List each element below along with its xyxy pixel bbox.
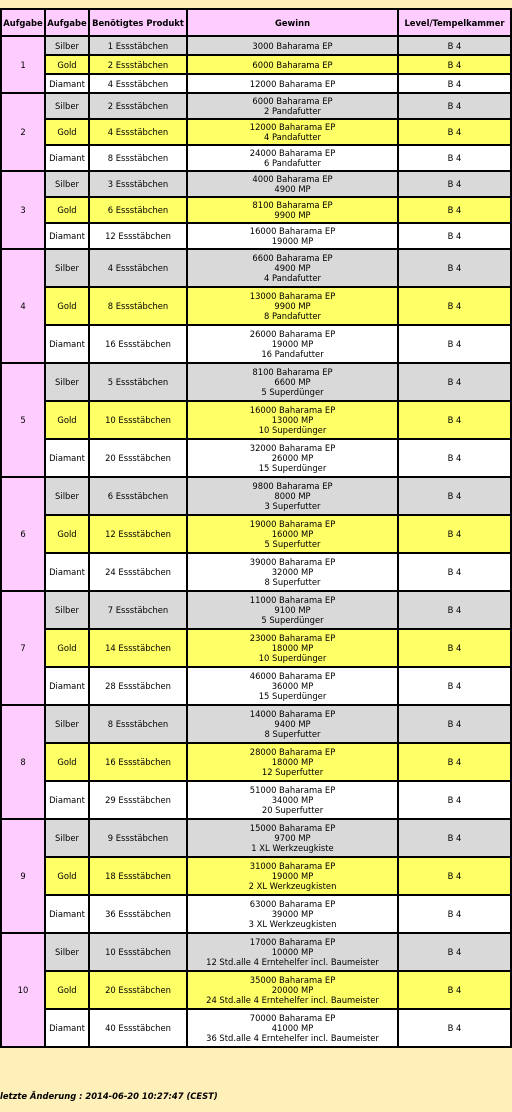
gewinn-cell (187, 197, 398, 223)
required-product: 4 Essstäbchen (89, 119, 187, 145)
level-cell: B 4 (398, 171, 511, 197)
gewinn-line: 6000 Baharama EP (252, 59, 333, 70)
level-cell: B 4 (398, 667, 511, 705)
gewinn-line: 8000 MP (274, 491, 311, 501)
gewinn-line: 24000 Baharama EP (249, 148, 336, 158)
tier-label: Gold (45, 119, 89, 145)
gewinn-line: 13000 Baharama EP (249, 291, 336, 301)
gewinn-line: 8 Pandafutter (264, 311, 321, 321)
required-product: 3 Essstäbchen (89, 171, 187, 197)
required-product: 6 Essstäbchen (89, 197, 187, 223)
table-row (1, 971, 511, 1009)
table-row (1, 857, 511, 895)
table-row (1, 363, 511, 401)
table-row (1, 145, 511, 171)
required-product: 4 Essstäbchen (89, 74, 187, 93)
level-cell: B 4 (398, 439, 511, 477)
level-cell: B 4 (398, 515, 511, 553)
table-row (1, 781, 511, 819)
tier-label: Gold (45, 857, 89, 895)
gewinn-line: 14000 Baharama EP (249, 709, 336, 719)
level-cell: B 4 (398, 223, 511, 249)
gewinn-line: 23000 Baharama EP (249, 633, 336, 643)
gewinn-line: 26000 MP (271, 453, 314, 463)
gewinn-line: 2 XL Werkzeugkisten (248, 881, 337, 891)
gewinn-line: 8 Superfutter (264, 577, 321, 587)
gewinn-cell (187, 1009, 398, 1047)
gewinn-line: 39000 Baharama EP (249, 557, 336, 567)
tier-label: Silber (45, 477, 89, 515)
header-required-product: Benötigtes Produkt (89, 9, 187, 36)
tier-label: Diamant (45, 439, 89, 477)
aufgabe-number: 7 (1, 591, 45, 705)
required-product: 12 Essstäbchen (89, 223, 187, 249)
tier-label: Diamant (45, 553, 89, 591)
gewinn-line: 18000 MP (271, 757, 314, 767)
level-cell: B 4 (398, 119, 511, 145)
table-row (1, 743, 511, 781)
rewards-table (0, 8, 512, 1048)
gewinn-cell (187, 74, 398, 93)
table-row (1, 287, 511, 325)
table-row (1, 223, 511, 249)
required-product: 2 Essstäbchen (89, 55, 187, 74)
gewinn-line: 4 Pandafutter (264, 273, 321, 283)
table-row (1, 325, 511, 363)
aufgabe-number: 3 (1, 171, 45, 249)
gewinn-line: 2 Pandafutter (264, 106, 321, 116)
gewinn-line: 39000 MP (271, 909, 314, 919)
required-product: 14 Essstäbchen (89, 629, 187, 667)
table-row (1, 55, 511, 74)
level-cell: B 4 (398, 55, 511, 74)
gewinn-line: 8100 Baharama EP (252, 367, 333, 377)
tier-label: Diamant (45, 1009, 89, 1047)
gewinn-cell (187, 223, 398, 249)
level-cell: B 4 (398, 287, 511, 325)
table-row (1, 591, 511, 629)
tier-label: Silber (45, 36, 89, 55)
tier-label: Silber (45, 93, 89, 119)
required-product: 12 Essstäbchen (89, 515, 187, 553)
gewinn-line: 26000 Baharama EP (249, 329, 336, 339)
table-row (1, 401, 511, 439)
gewinn-cell (187, 819, 398, 857)
gewinn-cell (187, 363, 398, 401)
gewinn-cell (187, 287, 398, 325)
level-cell: B 4 (398, 249, 511, 287)
gewinn-line: 6600 MP (274, 377, 311, 387)
aufgabe-number: 5 (1, 363, 45, 477)
level-cell: B 4 (398, 819, 511, 857)
aufgabe-number: 1 (1, 36, 45, 93)
table-row (1, 477, 511, 515)
required-product: 6 Essstäbchen (89, 477, 187, 515)
tier-label: Diamant (45, 223, 89, 249)
gewinn-cell (187, 971, 398, 1009)
gewinn-line: 32000 MP (271, 567, 314, 577)
required-product: 10 Essstäbchen (89, 401, 187, 439)
gewinn-line: 41000 MP (271, 1023, 314, 1033)
gewinn-line: 16000 Baharama EP (249, 405, 336, 415)
level-cell: B 4 (398, 553, 511, 591)
gewinn-line: 32000 Baharama EP (249, 443, 336, 453)
aufgabe-number: 2 (1, 93, 45, 171)
gewinn-line: 36 Std.alle 4 Erntehelfer incl. Baumeister (206, 1033, 379, 1043)
gewinn-line: 11000 Baharama EP (249, 595, 336, 605)
gewinn-line: 70000 Baharama EP (249, 1013, 336, 1023)
tier-label: Gold (45, 629, 89, 667)
level-cell: B 4 (398, 857, 511, 895)
header-aufgabe-number: Aufgabe (1, 9, 45, 36)
required-product: 20 Essstäbchen (89, 971, 187, 1009)
tier-label: Diamant (45, 145, 89, 171)
tier-label: Silber (45, 591, 89, 629)
gewinn-line: 51000 Baharama EP (249, 785, 336, 795)
gewinn-line: 1 XL Werkzeugkiste (251, 843, 334, 853)
gewinn-cell (187, 591, 398, 629)
gewinn-cell (187, 629, 398, 667)
gewinn-line: 16000 MP (271, 529, 314, 539)
gewinn-line: 5 Superdünger (261, 615, 324, 625)
gewinn-cell (187, 93, 398, 119)
aufgabe-number: 6 (1, 477, 45, 591)
gewinn-cell (187, 667, 398, 705)
gewinn-line: 19000 MP (271, 236, 314, 246)
tier-label: Gold (45, 55, 89, 74)
gewinn-line: 9800 Baharama EP (252, 481, 333, 491)
header-row (1, 9, 511, 36)
header-aufgabe-tier: Aufgabe (45, 9, 89, 36)
required-product: 9 Essstäbchen (89, 819, 187, 857)
table-row (1, 93, 511, 119)
tier-label: Silber (45, 933, 89, 971)
gewinn-cell (187, 857, 398, 895)
required-product: 36 Essstäbchen (89, 895, 187, 933)
level-cell: B 4 (398, 145, 511, 171)
required-product: 2 Essstäbchen (89, 93, 187, 119)
table-row (1, 249, 511, 287)
gewinn-line: 10000 MP (271, 947, 314, 957)
required-product: 16 Essstäbchen (89, 743, 187, 781)
gewinn-cell (187, 171, 398, 197)
gewinn-line: 13000 MP (271, 415, 314, 425)
level-cell: B 4 (398, 971, 511, 1009)
gewinn-line: 34000 MP (271, 795, 314, 805)
gewinn-line: 3000 Baharama EP (252, 40, 333, 51)
tier-label: Silber (45, 249, 89, 287)
required-product: 10 Essstäbchen (89, 933, 187, 971)
gewinn-line: 6000 Baharama EP (252, 96, 333, 106)
level-cell: B 4 (398, 1009, 511, 1047)
gewinn-line: 3 Superfutter (264, 501, 321, 511)
required-product: 29 Essstäbchen (89, 781, 187, 819)
gewinn-line: 19000 MP (271, 871, 314, 881)
gewinn-cell (187, 401, 398, 439)
gewinn-line: 4000 Baharama EP (252, 174, 333, 184)
level-cell: B 4 (398, 895, 511, 933)
required-product: 28 Essstäbchen (89, 667, 187, 705)
required-product: 16 Essstäbchen (89, 325, 187, 363)
gewinn-cell (187, 55, 398, 74)
required-product: 8 Essstäbchen (89, 287, 187, 325)
gewinn-cell (187, 249, 398, 287)
tier-label: Diamant (45, 325, 89, 363)
table-row (1, 933, 511, 971)
gewinn-line: 9100 MP (274, 605, 311, 615)
gewinn-line: 35000 Baharama EP (249, 975, 336, 985)
gewinn-line: 10 Superdünger (258, 653, 327, 663)
gewinn-line: 15000 Baharama EP (249, 823, 336, 833)
level-cell: B 4 (398, 93, 511, 119)
gewinn-line: 6 Pandafutter (264, 158, 321, 168)
level-cell: B 4 (398, 325, 511, 363)
gewinn-line: 19000 MP (271, 339, 314, 349)
required-product: 24 Essstäbchen (89, 553, 187, 591)
gewinn-line: 4900 MP (274, 184, 311, 194)
table-row (1, 819, 511, 857)
required-product: 8 Essstäbchen (89, 705, 187, 743)
tier-label: Silber (45, 171, 89, 197)
required-product: 18 Essstäbchen (89, 857, 187, 895)
gewinn-line: 12 Std.alle 4 Erntehelfer incl. Baumeister (206, 957, 379, 967)
tier-label: Diamant (45, 895, 89, 933)
gewinn-line: 5 Superfutter (264, 539, 321, 549)
required-product: 4 Essstäbchen (89, 249, 187, 287)
gewinn-line: 16000 Baharama EP (249, 226, 336, 236)
gewinn-line: 12 Superfutter (261, 767, 324, 777)
tier-label: Diamant (45, 667, 89, 705)
table-row (1, 74, 511, 93)
aufgabe-number: 4 (1, 249, 45, 363)
tier-label: Diamant (45, 781, 89, 819)
gewinn-cell (187, 781, 398, 819)
gewinn-line: 24 Std.alle 4 Erntehelfer incl. Baumeister (206, 995, 379, 1005)
gewinn-cell (187, 145, 398, 171)
gewinn-cell (187, 439, 398, 477)
table-row (1, 895, 511, 933)
gewinn-line: 9900 MP (274, 301, 311, 311)
level-cell: B 4 (398, 36, 511, 55)
level-cell: B 4 (398, 591, 511, 629)
last-modified-note: letzte Änderung : 2014-06-20 10:27:47 (CEST) (0, 1091, 218, 1101)
aufgabe-number: 10 (1, 933, 45, 1047)
gewinn-line: 8100 Baharama EP (252, 200, 333, 210)
gewinn-line: 20 Superfutter (261, 805, 324, 815)
level-cell: B 4 (398, 363, 511, 401)
tier-label: Silber (45, 363, 89, 401)
header-level: Level/Tempelkammer (398, 9, 511, 36)
tier-label: Gold (45, 401, 89, 439)
gewinn-line: 46000 Baharama EP (249, 671, 336, 681)
gewinn-line: 5 Superdünger (261, 387, 324, 397)
level-cell: B 4 (398, 705, 511, 743)
gewinn-cell (187, 553, 398, 591)
gewinn-cell (187, 895, 398, 933)
gewinn-line: 6600 Baharama EP (252, 253, 333, 263)
gewinn-line: 12000 Baharama EP (249, 122, 336, 132)
gewinn-line: 8 Superfutter (264, 729, 321, 739)
gewinn-cell (187, 119, 398, 145)
gewinn-line: 9700 MP (274, 833, 311, 843)
table-row (1, 515, 511, 553)
gewinn-line: 63000 Baharama EP (249, 899, 336, 909)
gewinn-line: 10 Superdünger (258, 425, 327, 435)
table-row (1, 667, 511, 705)
aufgabe-number: 9 (1, 819, 45, 933)
table-row (1, 705, 511, 743)
gewinn-cell (187, 743, 398, 781)
table-row (1, 1009, 511, 1047)
tier-label: Gold (45, 287, 89, 325)
table-row (1, 629, 511, 667)
table-row (1, 553, 511, 591)
required-product: 8 Essstäbchen (89, 145, 187, 171)
table-body (1, 36, 511, 1047)
level-cell: B 4 (398, 743, 511, 781)
gewinn-line: 18000 MP (271, 643, 314, 653)
header-gewinn: Gewinn (187, 9, 398, 36)
required-product: 7 Essstäbchen (89, 591, 187, 629)
level-cell: B 4 (398, 781, 511, 819)
table-row (1, 119, 511, 145)
gewinn-cell (187, 36, 398, 55)
tier-label: Gold (45, 515, 89, 553)
gewinn-line: 28000 Baharama EP (249, 747, 336, 757)
required-product: 40 Essstäbchen (89, 1009, 187, 1047)
level-cell: B 4 (398, 197, 511, 223)
required-product: 20 Essstäbchen (89, 439, 187, 477)
gewinn-line: 19000 Baharama EP (249, 519, 336, 529)
level-cell: B 4 (398, 401, 511, 439)
gewinn-line: 17000 Baharama EP (249, 937, 336, 947)
gewinn-cell (187, 325, 398, 363)
level-cell: B 4 (398, 933, 511, 971)
table-row (1, 197, 511, 223)
gewinn-line: 9900 MP (274, 210, 311, 220)
level-cell: B 4 (398, 477, 511, 515)
tier-label: Silber (45, 819, 89, 857)
gewinn-cell (187, 477, 398, 515)
level-cell: B 4 (398, 74, 511, 93)
required-product: 1 Essstäbchen (89, 36, 187, 55)
gewinn-cell (187, 515, 398, 553)
gewinn-line: 36000 MP (271, 681, 314, 691)
table-row (1, 171, 511, 197)
gewinn-cell (187, 705, 398, 743)
gewinn-line: 4 Pandafutter (264, 132, 321, 142)
gewinn-cell (187, 933, 398, 971)
gewinn-line: 12000 Baharama EP (249, 78, 336, 89)
tier-label: Diamant (45, 74, 89, 93)
tier-label: Gold (45, 971, 89, 1009)
gewinn-line: 4900 MP (274, 263, 311, 273)
gewinn-line: 9400 MP (274, 719, 311, 729)
gewinn-line: 31000 Baharama EP (249, 861, 336, 871)
table-row (1, 439, 511, 477)
required-product: 5 Essstäbchen (89, 363, 187, 401)
gewinn-line: 15 Superdünger (258, 691, 327, 701)
aufgabe-number: 8 (1, 705, 45, 819)
level-cell: B 4 (398, 629, 511, 667)
gewinn-line: 16 Pandafutter (261, 349, 324, 359)
gewinn-line: 20000 MP (271, 985, 314, 995)
gewinn-line: 15 Superdünger (258, 463, 327, 473)
tier-label: Gold (45, 197, 89, 223)
tier-label: Gold (45, 743, 89, 781)
gewinn-line: 3 XL Werkzeugkisten (248, 919, 337, 929)
table-row (1, 36, 511, 55)
tier-label: Silber (45, 705, 89, 743)
